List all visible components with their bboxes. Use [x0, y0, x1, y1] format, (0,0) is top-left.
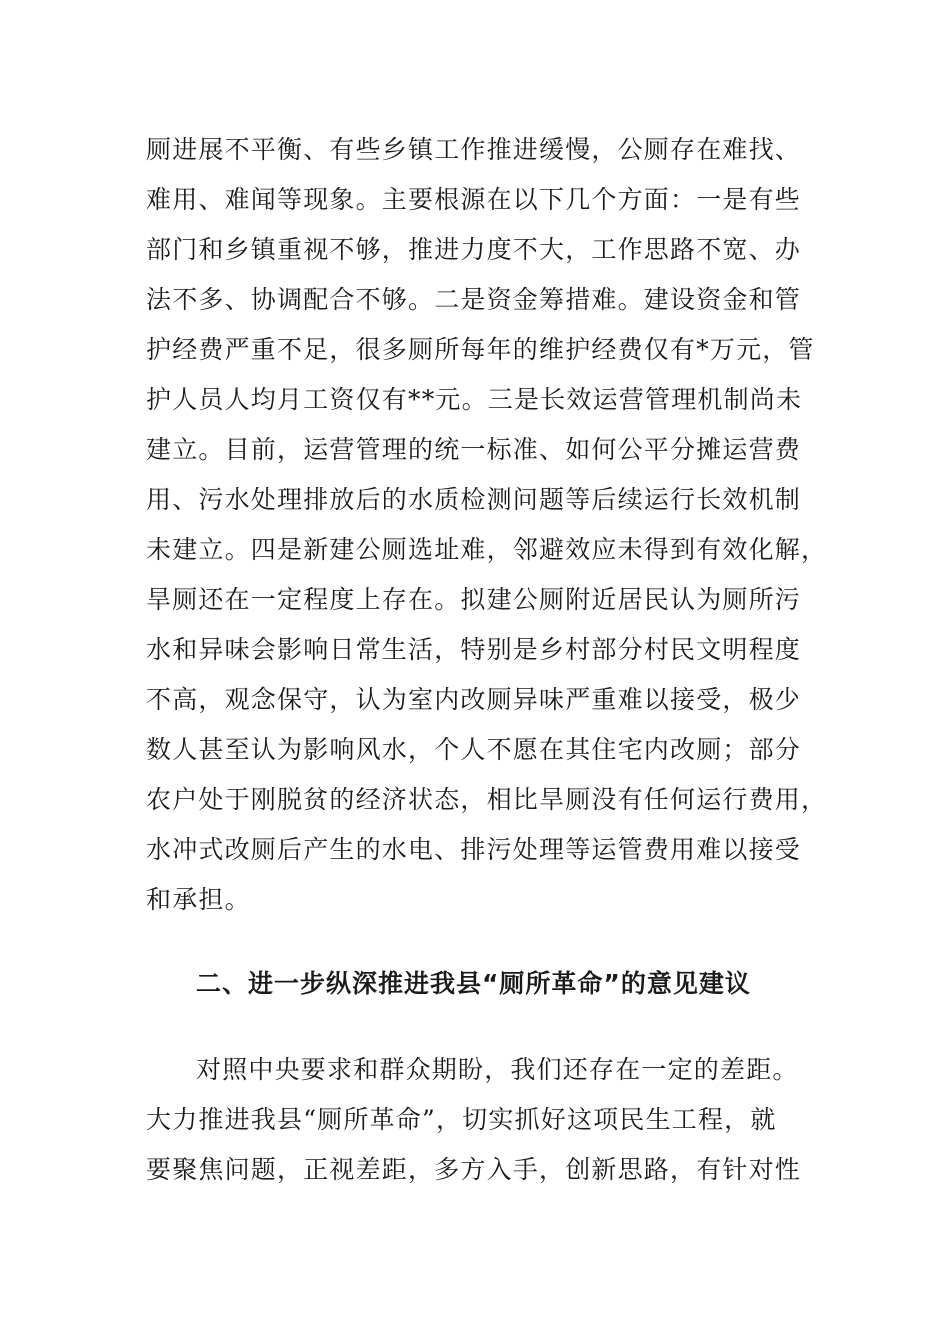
section2-heading: 二、进一步纵深推进我县“厕所革命”的意见建议 — [196, 969, 751, 998]
paragraph-line: 水和异味会影响日常生活，特别是乡村部分村民文明程度 — [146, 635, 802, 664]
paragraph-line: 要聚焦问题，正视差距，多方入手，创新思路，有针对性 — [146, 1155, 802, 1184]
paragraph-line: 不高，观念保守，认为室内改厕异味严重难以接受，极少 — [146, 685, 802, 714]
paragraph-line: 厕进展不平衡、有些乡镇工作推进缓慢，公厕存在难找、 — [146, 135, 802, 164]
paragraph-line: 护人员人均月工资仅有**元。三是长效运营管理机制尚未 — [146, 385, 803, 414]
paragraph-line: 建立。目前，运营管理的统一标准、如何公平分摊运营费 — [146, 435, 802, 464]
paragraph-line: 数人甚至认为影响风水，个人不愿在其住宅内改厕；部分 — [146, 735, 802, 764]
paragraph-line: 水冲式改厕后产生的水电、排污处理等运管费用难以接受 — [146, 835, 802, 864]
paragraph-line: 难用、难闻等现象。主要根源在以下几个方面：一是有些 — [146, 185, 802, 214]
paragraph-line: 旱厕还在一定程度上存在。拟建公厕附近居民认为厕所污 — [146, 585, 802, 614]
paragraph-line: 和承担。 — [146, 885, 251, 914]
paragraph-line: 大力推进我县“厕所革命”，切实抓好这项民生工程，就 — [146, 1105, 777, 1134]
paragraph-line: 农户处于刚脱贫的经济状态，相比旱厕没有任何运行费用， — [146, 785, 828, 814]
paragraph-line: 法不多、协调配合不够。二是资金筹措难。建设资金和管 — [146, 285, 802, 314]
paragraph-line: 用、污水处理排放后的水质检测问题等后续运行长效机制 — [146, 485, 802, 514]
paragraph-line: 护经费严重不足，很多厕所每年的维护经费仅有*万元，管 — [146, 335, 815, 364]
paragraph-line: 未建立。四是新建公厕选址难，邻避效应未得到有效化解， — [146, 535, 828, 564]
paragraph-line: 对照中央要求和群众期盼，我们还存在一定的差距。 — [196, 1055, 799, 1084]
paragraph-line: 部门和乡镇重视不够，推进力度不大，工作思路不宽、办 — [146, 235, 802, 264]
